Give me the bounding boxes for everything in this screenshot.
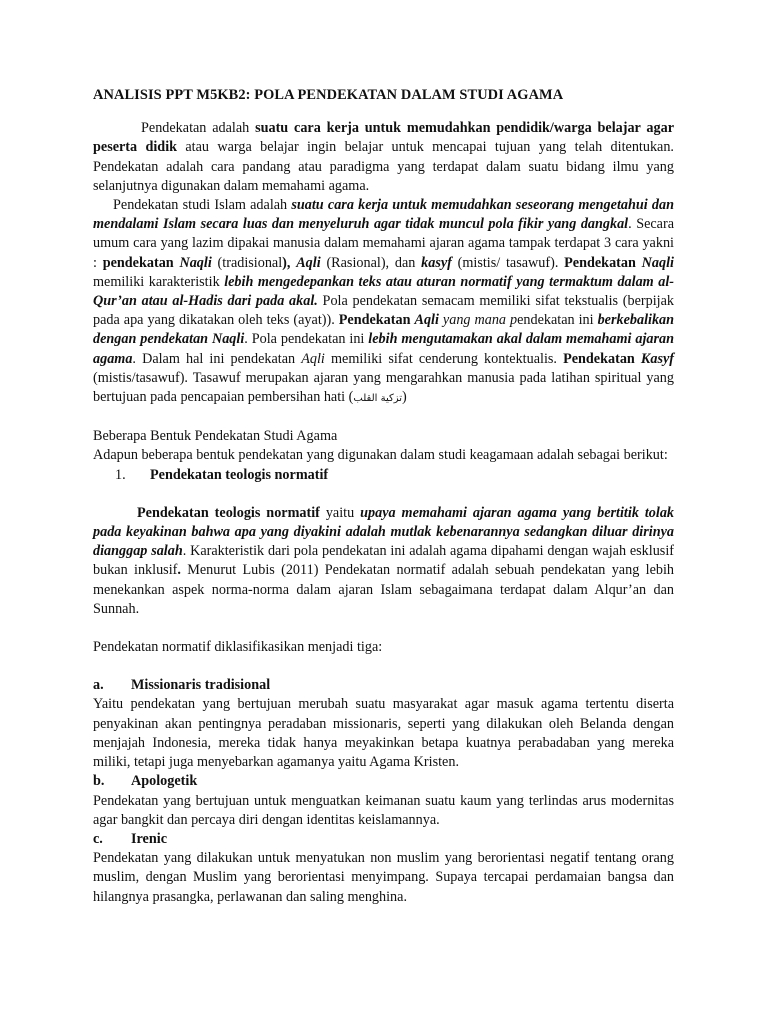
- bold-italic-run: lebih mengedepankan teks atau aturan normatif yang termaktum dalam al-Qur’an atau al-Hadis dari pada akal.: [93, 273, 674, 310]
- text-run: Pola pendekatan semacam memiliki sifat tekstualis (berpijak pada apa yang dikatakan oleh teks (ayat)).: [93, 293, 675, 329]
- arabic-text: تزكية القلب: [353, 393, 403, 405]
- text-run: memiliki sifat cenderung kontektualis.: [324, 350, 564, 367]
- bold-italic-run: Kasyf: [640, 350, 675, 367]
- list-item-1: [93, 466, 674, 485]
- bold-italic-run: berkebalikan dengan pendekatan Naqli: [93, 312, 675, 348]
- paragraph-irenic: Pendekatan yang dilakukan untuk menyatukan non muslim yang berorientasi negatif tentang orang muslim, dengan Muslim yang berorientasi menyimpang. Supaya tercapai perdamaian bangsa dan hilangnya prasangka, perlawanan dan saling menghina.: [93, 850, 674, 905]
- spacer: [93, 485, 674, 504]
- document-page: [93, 86, 674, 907]
- subheading-a: [93, 676, 674, 695]
- text-run: . Secara umum cara yang lazim dipakai manusia dalam memahami ajaran agama tampak terdapat 3 cara yakni :: [93, 216, 674, 271]
- text-run: (Rasional), dan: [320, 254, 422, 271]
- text-run: memiliki karakteristik: [93, 273, 225, 290]
- text-run: endekatan ini: [517, 312, 598, 329]
- spacer: [93, 657, 674, 676]
- paragraph-apologetik: Pendekatan yang bertujuan untuk menguatkan keimanan suatu kaum yang terlindas arus modernitas agar bangkit dan percaya diri dengan identitas keislamannya.: [93, 792, 674, 828]
- text-run: (tradisional: [211, 254, 283, 271]
- text-run: atau warga belajar ingin belajar untuk mencapai tujuan yang telah ditentukan. Pendekatan adalah cara pandang atau paradigma yang terdapat dalam suatu bidang ilmu yang selanjutnya digunakan dalam memahami agama.: [93, 139, 674, 194]
- italic-run: yang mana p: [438, 312, 518, 329]
- spacer: [93, 619, 674, 638]
- bold-italic-run: upaya memahami ajaran agama yang bertitik tolak pada keyakinan bahwa apa yang diyakini adalah mutlak kebenarannya sedangkan diluar dirinya dianggap salah: [93, 504, 675, 560]
- document-title: ANALISIS PPT M5KB2: POLA PENDEKATAN DALAM STUDI AGAMA: [93, 87, 564, 103]
- sub-label: Irenic: [131, 830, 167, 847]
- list-number: 1.: [115, 466, 126, 483]
- section-intro: Adapun beberapa bentuk pendekatan yang digunakan dalam studi keagamaan adalah sebagai berikut:: [93, 447, 668, 464]
- bold-italic-run: lebih mengutamakan akal dalam memahami ajaran agama: [93, 331, 675, 367]
- text-run: Menurut Lubis (2011) Pendekatan normatif adalah sebuah pendekatan yang lebih menekankan aspek norma-norma dalam ajaran Islam sebagaimana terdapat dalam Alqur’an dan Sunnah.: [93, 562, 675, 617]
- bold-italic-run: Aqli: [296, 254, 321, 271]
- paragraph-missionaris: Yaitu pendekatan yang bertujuan merubah suatu masyarakat agar masuk agama tertentu diserta penyakinan akan pentingnya peradaban missionaris, seperti yang dilakukan oleh Belanda dengan menjajah Indonesia, mereka tidak hanya meyakinkan betapa kuatnya perabadaban yang mereka miliki, tetapi juga menyebarkan agamanya yaitu Agama Kristen.: [93, 696, 674, 771]
- text-run: Pendekatan studi Islam adalah: [113, 197, 292, 214]
- paragraph-studi-islam: [93, 196, 674, 408]
- text-run: Pendekatan adalah: [141, 120, 256, 137]
- text-run: yaitu: [319, 504, 361, 521]
- sub-label: Apologetik: [131, 773, 198, 790]
- sub-label: Missionaris tradisional: [131, 677, 271, 694]
- subheading-c: [93, 830, 674, 849]
- text-run: (mistis/tasawuf). Tasawuf merupakan ajaran yang mengarahkan manusia pada latihan spiritual yang bertujuan pada pencapaian pembersihan hati (: [93, 369, 674, 406]
- list-label: Pendekatan teologis normatif: [150, 466, 329, 483]
- bold-run: Pendekatan: [564, 254, 642, 271]
- text-run: (mistis/ tasawuf).: [451, 254, 565, 271]
- bold-run: ),: [282, 254, 297, 271]
- bold-italic-run: Naqli: [179, 254, 212, 271]
- text-run: . Dalam hal ini pendekatan: [132, 350, 302, 367]
- sub-number: c.: [93, 830, 103, 847]
- sub-number: a.: [93, 677, 104, 694]
- bold-run: Pendekatan: [338, 312, 415, 329]
- section-heading: Beberapa Bentuk Pendekatan Studi Agama: [93, 428, 338, 445]
- text-run: . Karakteristik dari pola pendekatan ini adalah agama dipahami dengan wajah esklusif bukan inklusif: [93, 543, 674, 579]
- italic-run: Aqli: [301, 350, 325, 367]
- paragraph-teologis: [93, 504, 674, 619]
- spacer: [93, 408, 674, 427]
- paragraph-definition: [93, 119, 674, 196]
- bold-run: Pendekatan teologis normatif: [137, 504, 320, 521]
- bold-run: .: [177, 562, 181, 579]
- bold-run: pendekatan: [102, 254, 180, 271]
- paragraph-klasifikasi: Pendekatan normatif diklasifikasikan menjadi tiga:: [93, 639, 383, 656]
- bold-italic-run: Aqli: [414, 312, 439, 329]
- bold-italic-run: Naqli: [641, 254, 674, 271]
- bold-run: Pendekatan: [563, 350, 641, 367]
- bold-italic-run: suatu cara kerja untuk memudahkan seseorang mengetahui dan mendalami Islam secara luas dan menyeluruh agar tidak muncul pola fikir yang dangkal: [93, 197, 674, 233]
- sub-number: b.: [93, 773, 105, 790]
- bold-italic-run: kasyf: [421, 254, 452, 271]
- bold-run: suatu cara kerja untuk memudahkan pendidik/warga belajar agar peserta didik: [93, 120, 674, 156]
- subheading-b: [93, 772, 674, 791]
- text-run: . Pola pendekatan ini: [244, 331, 369, 348]
- text-run: ): [402, 389, 407, 406]
